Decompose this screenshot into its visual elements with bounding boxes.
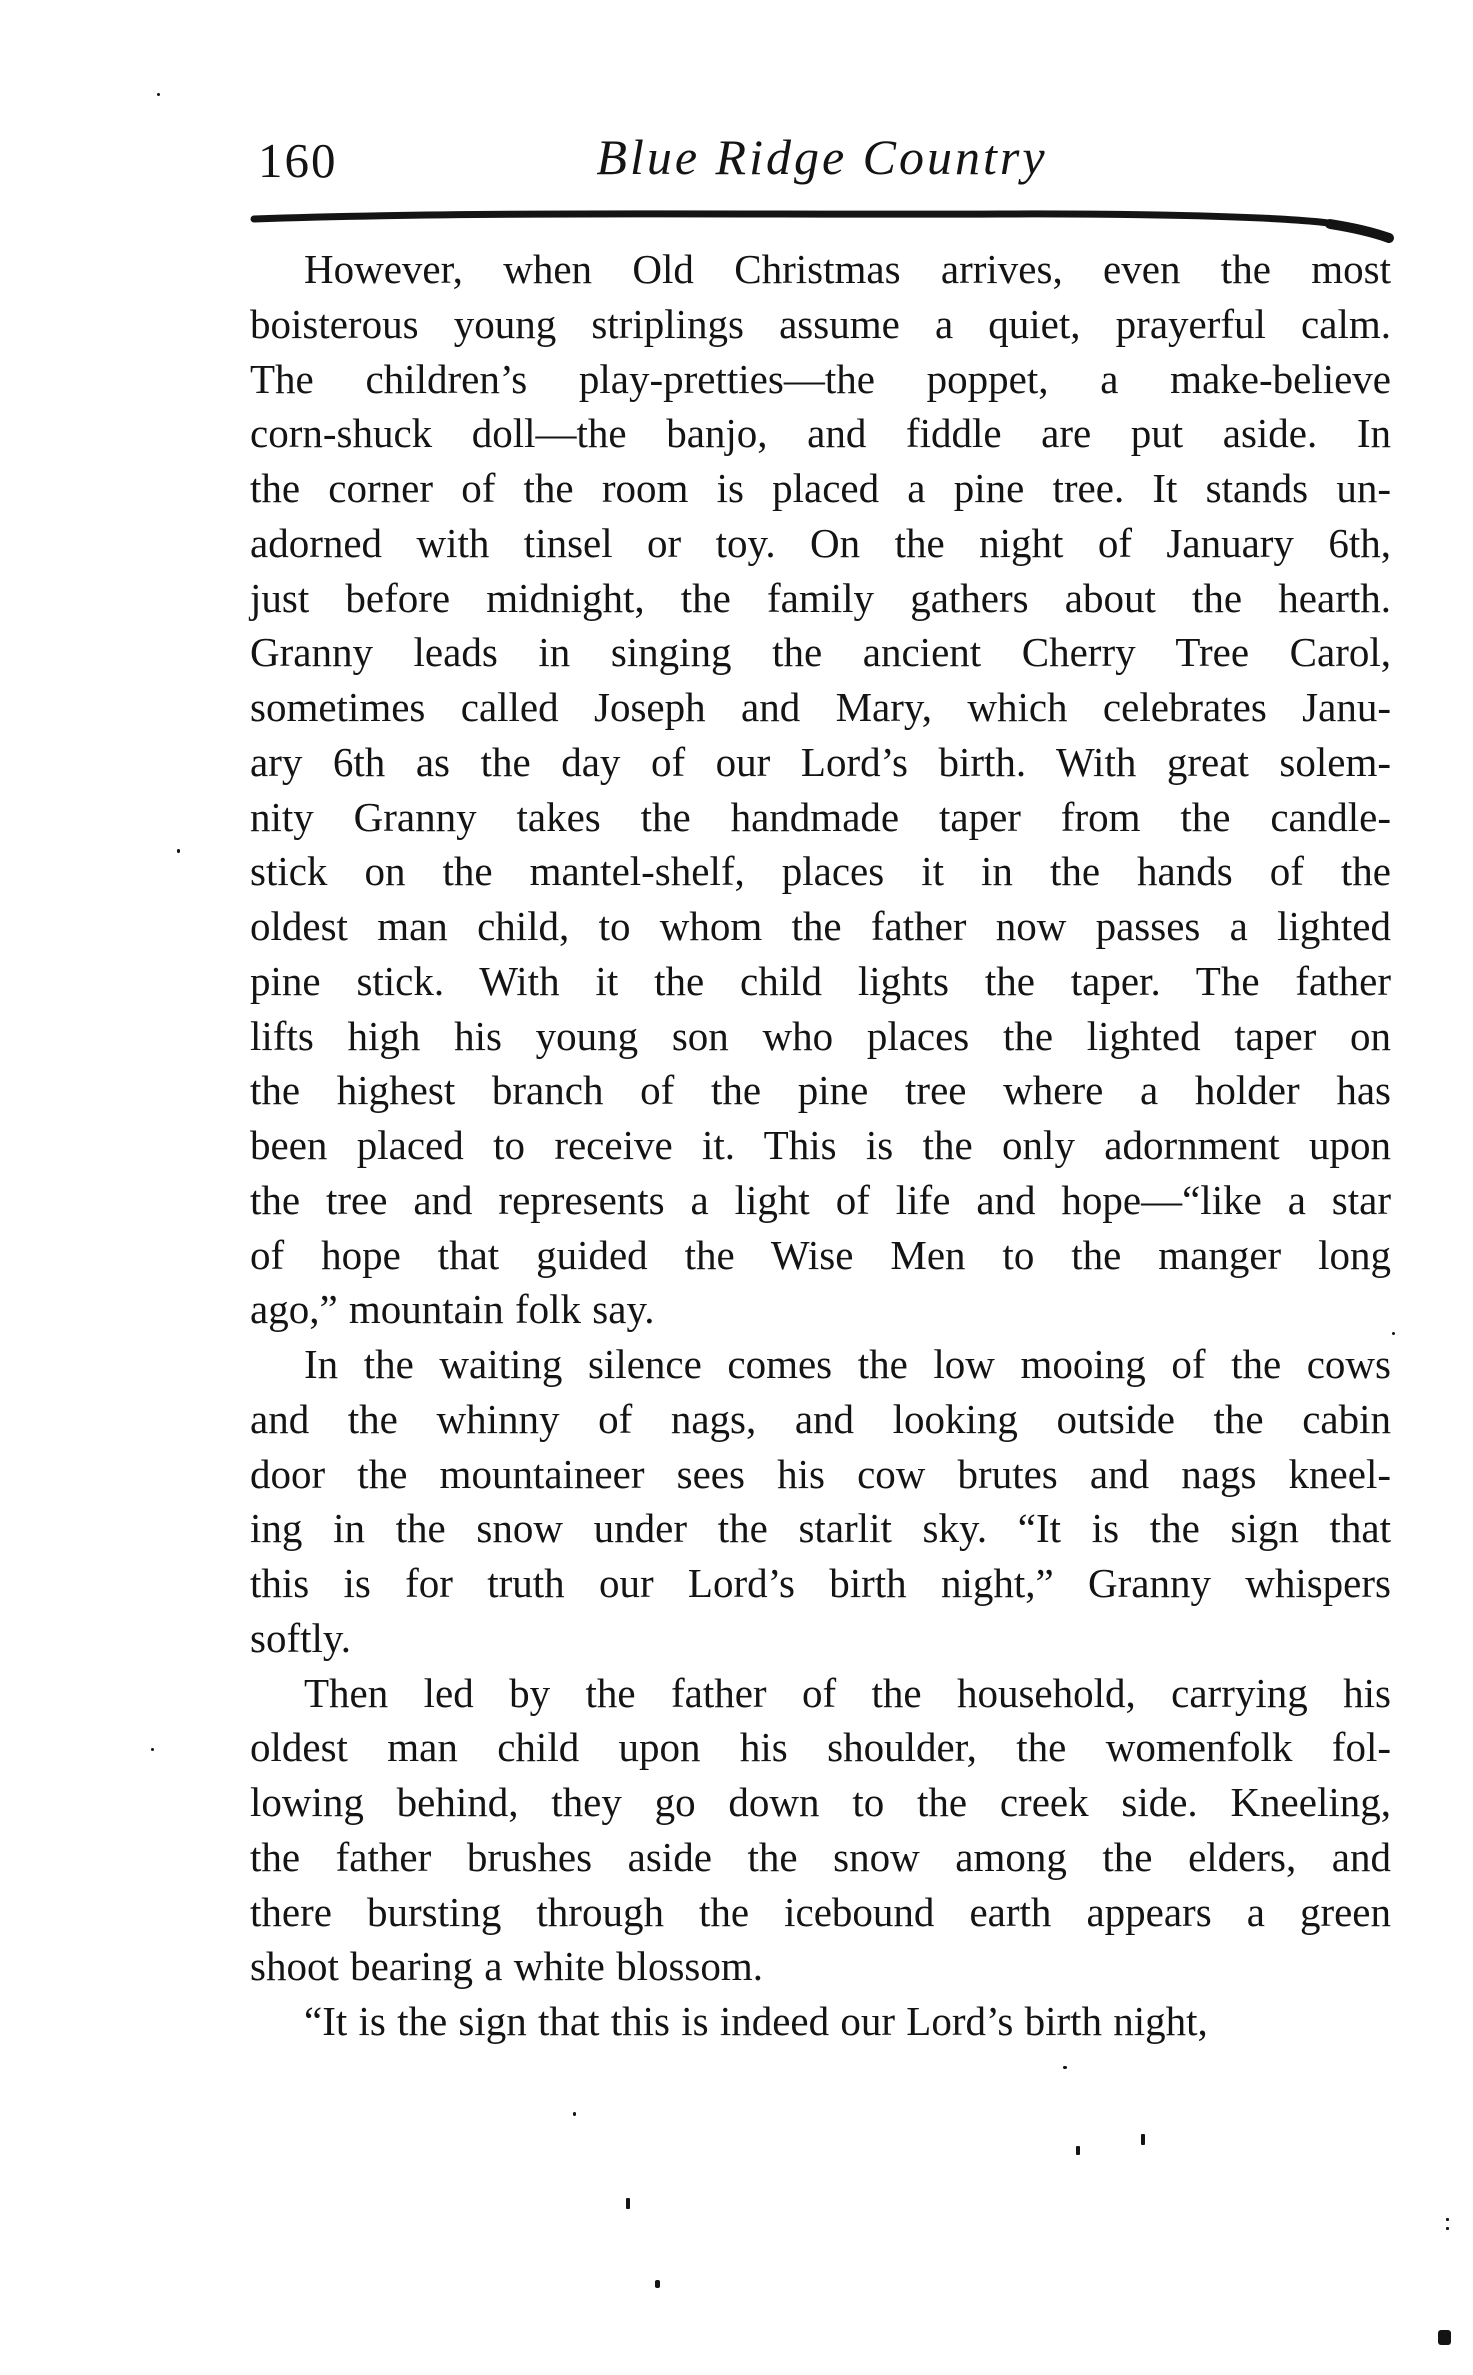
ink-speck [626,2198,630,2209]
ink-speck [1446,2218,1449,2221]
text-line: ary 6th as the day of our Lord’s birth. With great solem- [250,738,1391,785]
ink-speck [573,2112,576,2116]
ink-speck [157,93,160,96]
text-line: shoot bearing a white blossom. [250,1943,764,1990]
text-line: nity Granny takes the handmade taper from the candle- [250,793,1391,840]
text-line: and the whinny of nags, and looking outside the cabin [250,1395,1391,1442]
text-line: this is for truth our Lord’s birth night,” Granny whispers [250,1560,1391,1606]
text-line: The children’s play-pretties—the poppet, a make-believe [250,355,1391,402]
text-line: the highest branch of the pine tree where a holder has [250,1067,1391,1114]
paragraph [250,1666,1391,1995]
running-title: Blue Ridge Country [596,129,1048,185]
text-line: boisterous young striplings assume a quiet, prayerful calm. [250,300,1391,347]
text-line: Granny leads in singing the ancient Cherry Tree Carol, [250,629,1391,676]
ink-speck [1438,2330,1451,2345]
ink-speck [1063,2066,1067,2069]
paragraph [250,1994,1391,2049]
text-line: lifts high his young son who places the lighted taper on [250,1012,1391,1059]
text-line: lowing behind, they go down to the creek side. Kneeling, [250,1779,1391,1825]
text-line: pine stick. With it the child lights the taper. The father [250,957,1391,1004]
text-line: the corner of the room is placed a pine tree. It stands un- [250,465,1391,511]
text-line: there bursting through the icebound earth appears a green [250,1888,1391,1935]
text-line: ago,” mountain folk say. [250,1286,655,1333]
paragraph [250,1337,1391,1666]
ink-speck [151,1748,154,1751]
text-line: oldest man child, to whom the father now passes a lighted [250,903,1391,949]
text-line: “It is the sign that this is indeed our Lord’s birth night, [304,1998,1208,2044]
header-rule [0,0,1473,270]
page-number: 160 [258,133,338,188]
text-line: sometimes called Joseph and Mary, which celebrates Janu- [250,684,1391,730]
ink-speck [655,2280,660,2288]
text-line: of hope that guided the Wise Men to the manger long [250,1231,1391,1278]
text-line: In the waiting silence comes the low mooing of the cows [304,1341,1391,1387]
paragraph [250,242,1391,1337]
text-line: the father brushes aside the snow among the elders, and [250,1833,1391,1880]
ink-speck [1446,2227,1449,2230]
text-line: corn-shuck doll—the banjo, and fiddle are put aside. In [250,410,1391,457]
text-block [250,242,1391,2049]
text-line: stick on the mantel-shelf, places it in the hands of the [250,848,1391,895]
text-line: the tree and represents a light of life and hope—“like a star [250,1176,1391,1223]
text-line: door the mountaineer sees his cow brutes and nags kneel- [250,1450,1391,1497]
ink-speck [1141,2134,1145,2145]
text-line: oldest man child upon his shoulder, the womenfolk fol- [250,1724,1391,1771]
ink-speck [177,849,180,853]
text-line: been placed to receive it. This is the only adornment upon [250,1122,1391,1168]
ink-speck [1392,1332,1395,1335]
text-line: softly. [250,1614,351,1661]
ink-speck [1076,2146,1080,2155]
text-line: ing in the snow under the starlit sky. “It is the sign that [250,1505,1391,1552]
text-line: Then led by the father of the household, carrying his [304,1669,1391,1716]
text-line: However, when Old Christmas arrives, even the most [304,246,1391,292]
text-line: adorned with tinsel or toy. On the night of January 6th, [250,519,1391,566]
text-line: just before midnight, the family gathers about the hearth. [250,574,1391,621]
